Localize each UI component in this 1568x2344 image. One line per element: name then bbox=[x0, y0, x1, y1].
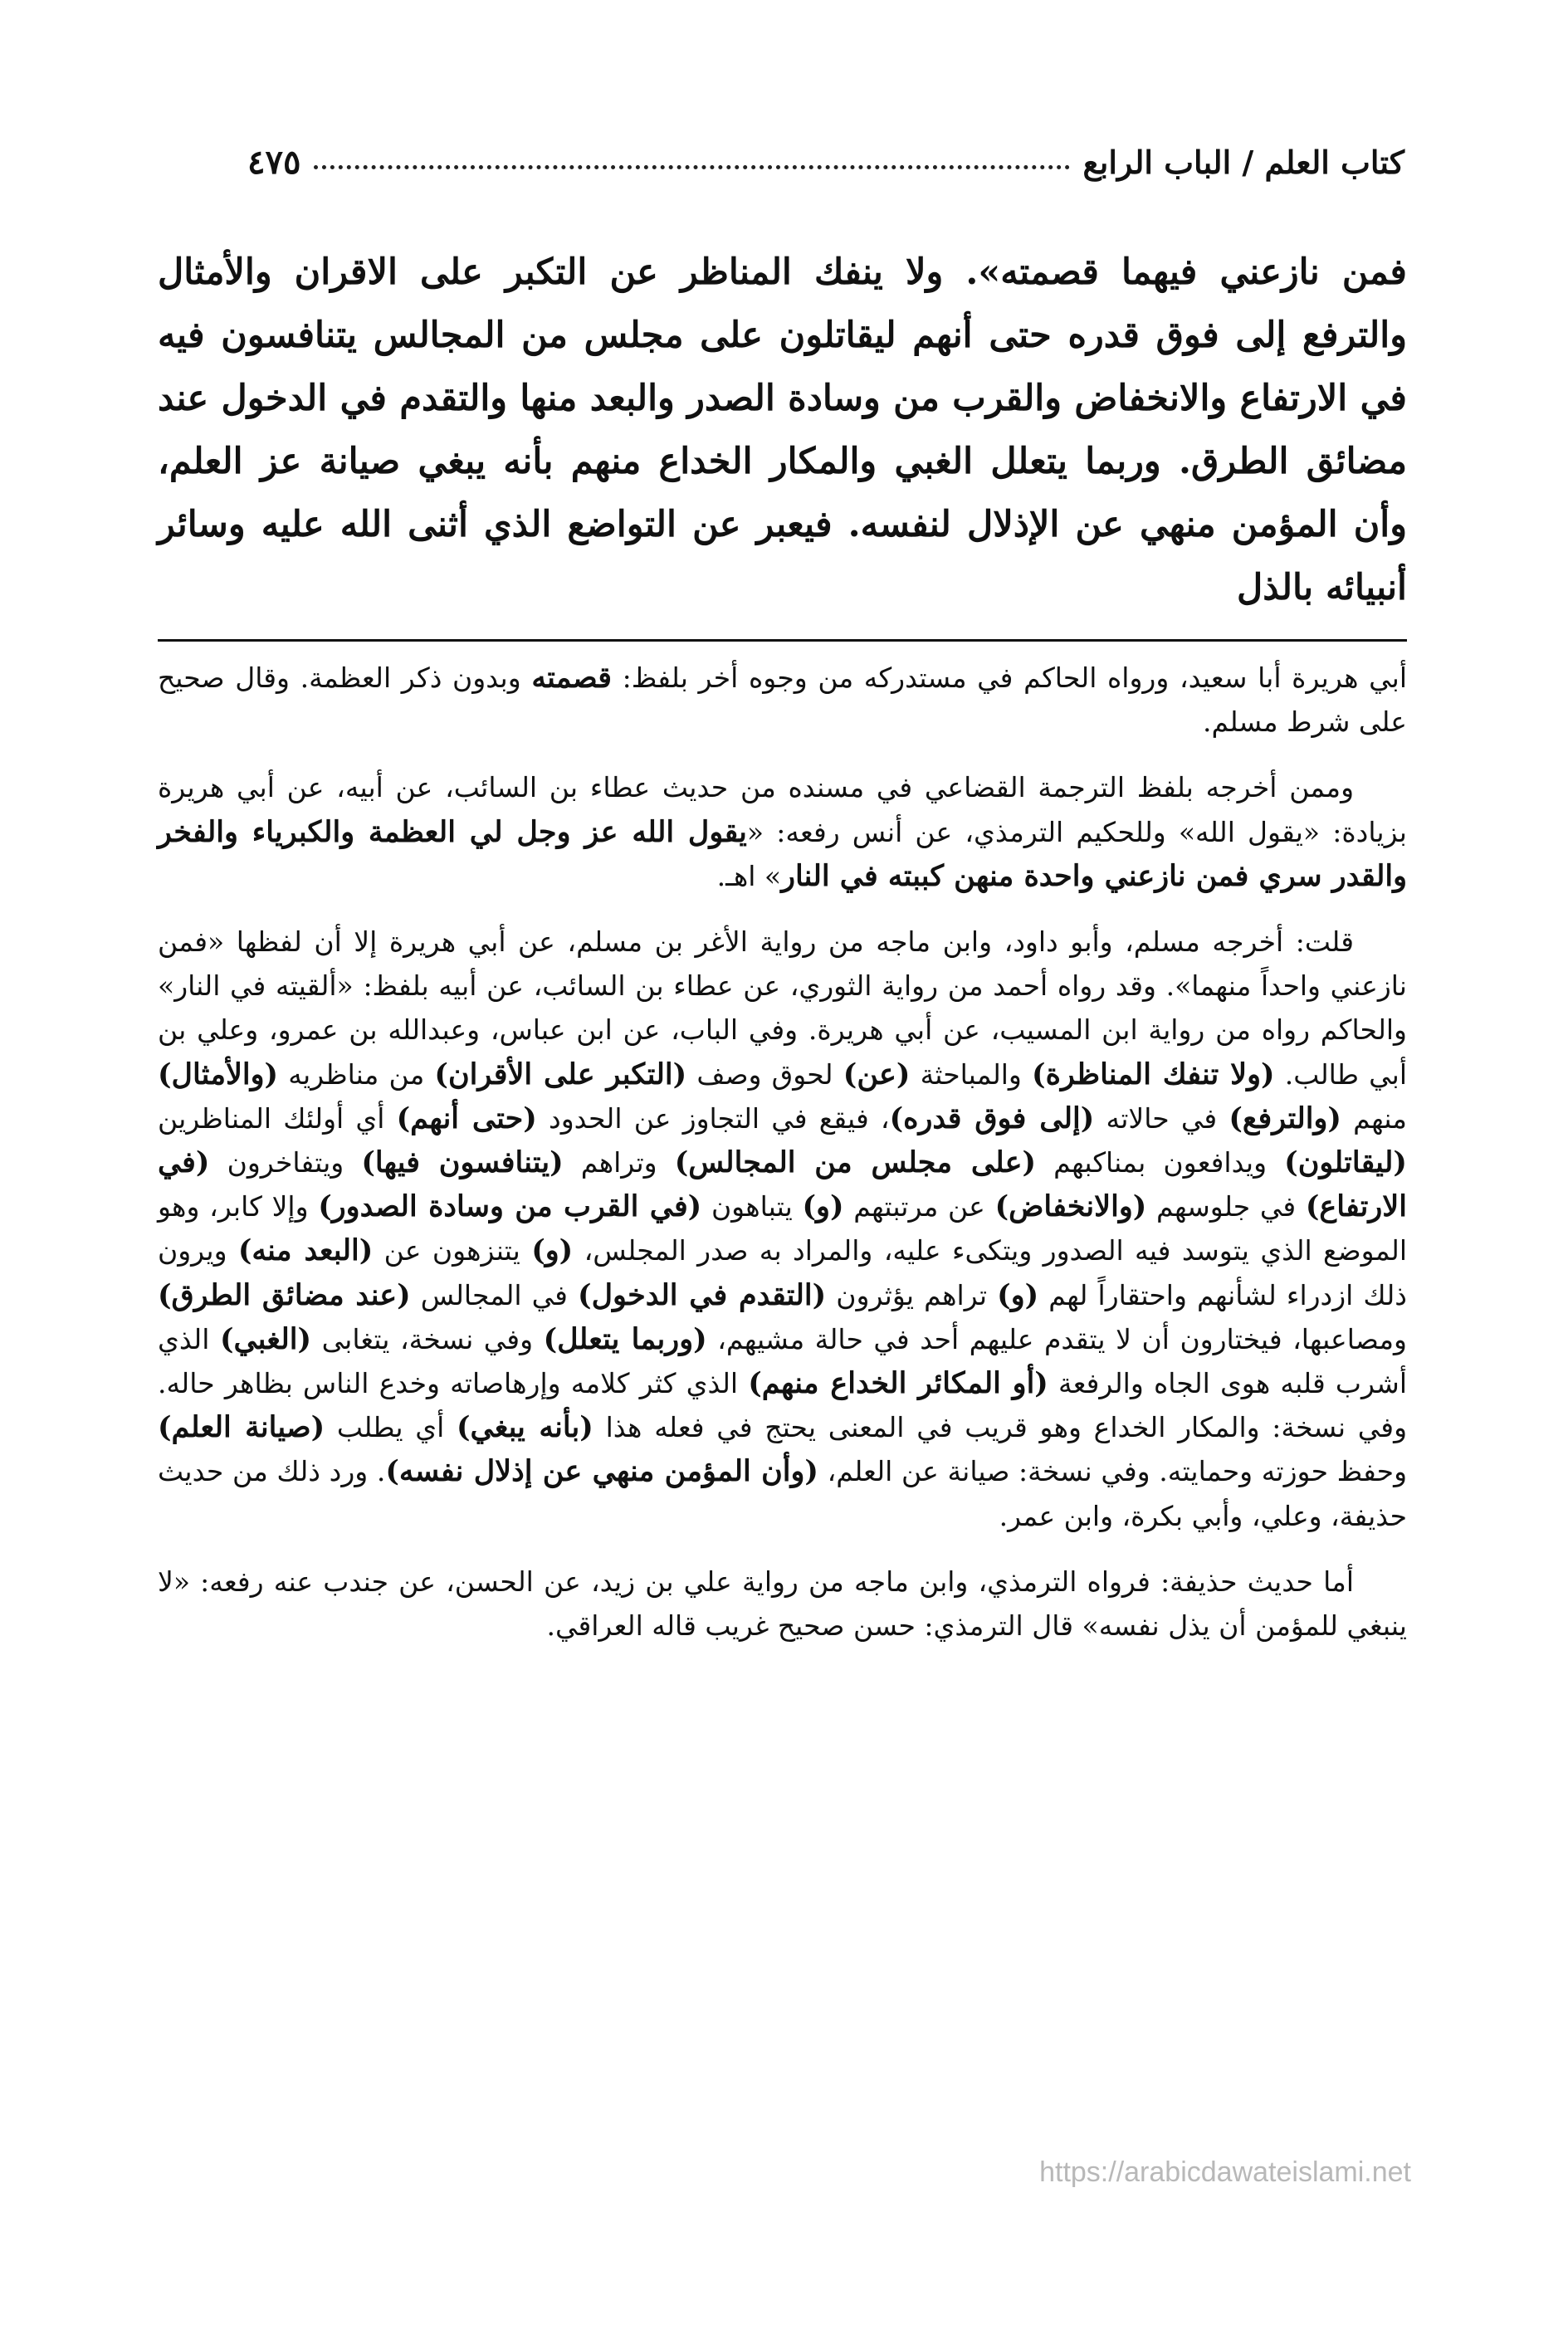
emphasis-run: (و) bbox=[531, 1233, 574, 1268]
emphasis-run: (بأنه يبغي) bbox=[456, 1410, 593, 1445]
commentary-paragraph-3 bbox=[158, 920, 1407, 1538]
main-paragraph: فمن نازعني فيهما قصمته». ولا ينفك المناظر عن التكبر على الاقران والأمثال والترفع إلى فوق قدره حتى أنهم ليقاتلون على مجلس من المجالس يتنافسون فيه في الارتفاع والانخفاض والقرب من وسادة الصدر والبعد منها والتقدم في الدخول عند مضائق الطرق. وربما يتعلل الغبي والمكار الخداع منهم بأنه يبغي صيانة عز العلم، وأن المؤمن منهي عن الإذلال لنفسه. فيعبر عن التواضع الذي أثنى الله عليه وسائر أنبيائه بالذل bbox=[158, 251, 1408, 608]
text-run: قلت: أخرجه مسلم، وأبو داود، وابن ماجه من رواية الأغر بن مسلم، عن أبي هريرة إلا أن لفظها «فمن نازعني واحداً منهما». وقد رواه أحمد من رواية الثوري، عن عطاء بن السائب، عن أبيه بلفظ: «ألقيته في النار» والحاكم رواه من رواية ابن المسيب، عن أبي هريرة. وفي الباب، عن ابن عباس، وعبدالله بن عمرو، وعلي بن أبي طالب. bbox=[158, 925, 1407, 1091]
text-run: عن مرتبتهم bbox=[843, 1190, 995, 1223]
emphasis-run: (التكبر على الأقران) bbox=[434, 1057, 687, 1091]
emphasis-run: (والأمثال) bbox=[158, 1057, 279, 1091]
text-run: أي يطلب bbox=[325, 1411, 457, 1444]
text-run: ومصاعبها، فيختارون أن لا يتقدم عليهم أحد في حالة مشيهم، bbox=[706, 1322, 1407, 1355]
emphasis-run: يقول الله عز وجل لي العظمة والكبرياء والفخر والقدر سري فمن نازعني واحدة منهن كببته في النار bbox=[158, 814, 1407, 893]
emphasis-run: (والترفع) bbox=[1229, 1101, 1341, 1135]
text-run: وفي نسخة، يتغابى bbox=[311, 1322, 544, 1355]
text-run: يتنزهون عن bbox=[373, 1234, 532, 1267]
emphasis-run: (في القرب من وسادة الصدور) bbox=[318, 1189, 702, 1224]
emphasis-run: (التقدم في الدخول) bbox=[578, 1277, 827, 1312]
emphasis-run: (و) bbox=[997, 1277, 1039, 1312]
text-run: وإلا كابر، وهو الموضع الذي يتوسد فيه الصدور ويتكىء عليه، والمراد به صدر المجلس، bbox=[158, 1190, 1407, 1267]
text-run: الذي أشرب قلبه هوى الجاه والرفعة bbox=[158, 1322, 1408, 1400]
emphasis-run: (عن) bbox=[843, 1057, 911, 1091]
chapter-title: كتاب العلم / الباب الرابع bbox=[1082, 143, 1404, 181]
emphasis-run: (عند مضائق الطرق) bbox=[158, 1277, 411, 1312]
text-run: في حالاته bbox=[1094, 1101, 1229, 1135]
leader-dots bbox=[314, 155, 1069, 169]
emphasis-run: (أو المكائر الخداع منهم) bbox=[748, 1366, 1048, 1401]
emphasis-run: (على مجلس من المجالس) bbox=[674, 1145, 1037, 1180]
text-run: في المجالس bbox=[410, 1278, 579, 1311]
emphasis-run: (إلى فوق قدره) bbox=[889, 1101, 1095, 1135]
text-run: وحفظ حوزته وحمايته. وفي نسخة: صيانة عن العلم، bbox=[818, 1455, 1408, 1488]
text-run: تراهم يؤثرون bbox=[826, 1278, 998, 1311]
emphasis-run: (حتى أنهم) bbox=[396, 1101, 537, 1135]
emphasis-run: (وأن المؤمن منهي عن إذلال نفسه) bbox=[385, 1454, 818, 1489]
text-run: من مناظريه bbox=[278, 1057, 435, 1091]
page-number: ٤٧٥ bbox=[247, 142, 301, 182]
emphasis-run: (في الارتفاع) bbox=[158, 1145, 1407, 1224]
text-run: في جلوسهم bbox=[1146, 1190, 1306, 1223]
emphasis-run: (و) bbox=[802, 1189, 844, 1224]
footnote-separator bbox=[158, 639, 1407, 642]
commentary-paragraph-4: أما حديث حذيفة: فرواه الترمذي، وابن ماجه من رواية علي بن زيد، عن الحسن، عن جندب عنه رفعه: «لا ينبغي للمؤمن أن يذل نفسه» قال الترمذي: حسن صحيح غريب قاله العراقي. bbox=[158, 1565, 1407, 1643]
emphasis-run: (صيانة العلم) bbox=[158, 1410, 325, 1445]
emphasis-run: (ليقاتلون) bbox=[1284, 1145, 1407, 1180]
text-run: الذي كثر كلامه وإرهاصاته وخدع الناس بظاهر حاله. وفي نسخة: والمكار الخداع وهو قريب في المعنى يحتج في فعله هذا bbox=[158, 1367, 1408, 1444]
emphasis-run: (وربما يتعلل) bbox=[543, 1321, 707, 1356]
text-run: ويتفاخرون bbox=[209, 1146, 362, 1179]
emphasis-run: (الغبي) bbox=[219, 1321, 312, 1356]
commentary-block bbox=[158, 656, 1407, 1648]
commentary-paragraph-1 bbox=[158, 656, 1407, 744]
emphasis-run: (والانخفاض) bbox=[994, 1189, 1147, 1224]
running-header bbox=[247, 133, 1404, 191]
text-run: منهم bbox=[1341, 1101, 1407, 1135]
text-run: وتراهم bbox=[563, 1146, 675, 1179]
text-run: وبدون ذكر العظمة. وقال صحيح على شرط مسلم. bbox=[158, 662, 1407, 739]
commentary-paragraph-2 bbox=[158, 765, 1407, 898]
emphasis-run: قصمته bbox=[531, 661, 612, 695]
text-run: . ورد ذلك من حديث حذيفة، وعلي، وأبي بكرة، وابن عمر. bbox=[158, 1455, 1407, 1532]
text-run: ، فيقع في التجاوز عن الحدود bbox=[536, 1101, 890, 1135]
text-run: لحوق وصف bbox=[686, 1057, 843, 1091]
emphasis-run: (يتنافسون فيها) bbox=[361, 1145, 564, 1180]
text-run: ويدافعون بمناكبهم bbox=[1036, 1146, 1285, 1179]
emphasis-run: (البعد منه) bbox=[237, 1233, 374, 1268]
text-run: أي أولئك المناظرين bbox=[158, 1101, 397, 1135]
text-run: ويرون ذلك ازدراء لشأنهم واحتقاراً لهم bbox=[158, 1234, 1407, 1311]
website-watermark: https://arabicdawateislami.net bbox=[1039, 2156, 1411, 2188]
text-run: والمباحثة bbox=[910, 1057, 1033, 1091]
main-text-block bbox=[158, 241, 1407, 619]
text-run: أبي هريرة أبا سعيد، ورواه الحاكم في مستدركه من وجوه أخر بلفظ: bbox=[611, 662, 1407, 694]
text-run: وممن أخرجه بلفظ الترجمة القضاعي في مسنده من حديث عطاء بن السائب، عن أبيه، عن أبي هريرة بزيادة: «يقول الله» وللحكيم الترمذي، عن أنس رفعه: « bbox=[158, 771, 1407, 848]
text-run: » اهـ. bbox=[716, 859, 782, 892]
emphasis-run: (ولا تنفك المناظرة) bbox=[1032, 1057, 1275, 1091]
text-run: يتباهون bbox=[701, 1190, 803, 1223]
